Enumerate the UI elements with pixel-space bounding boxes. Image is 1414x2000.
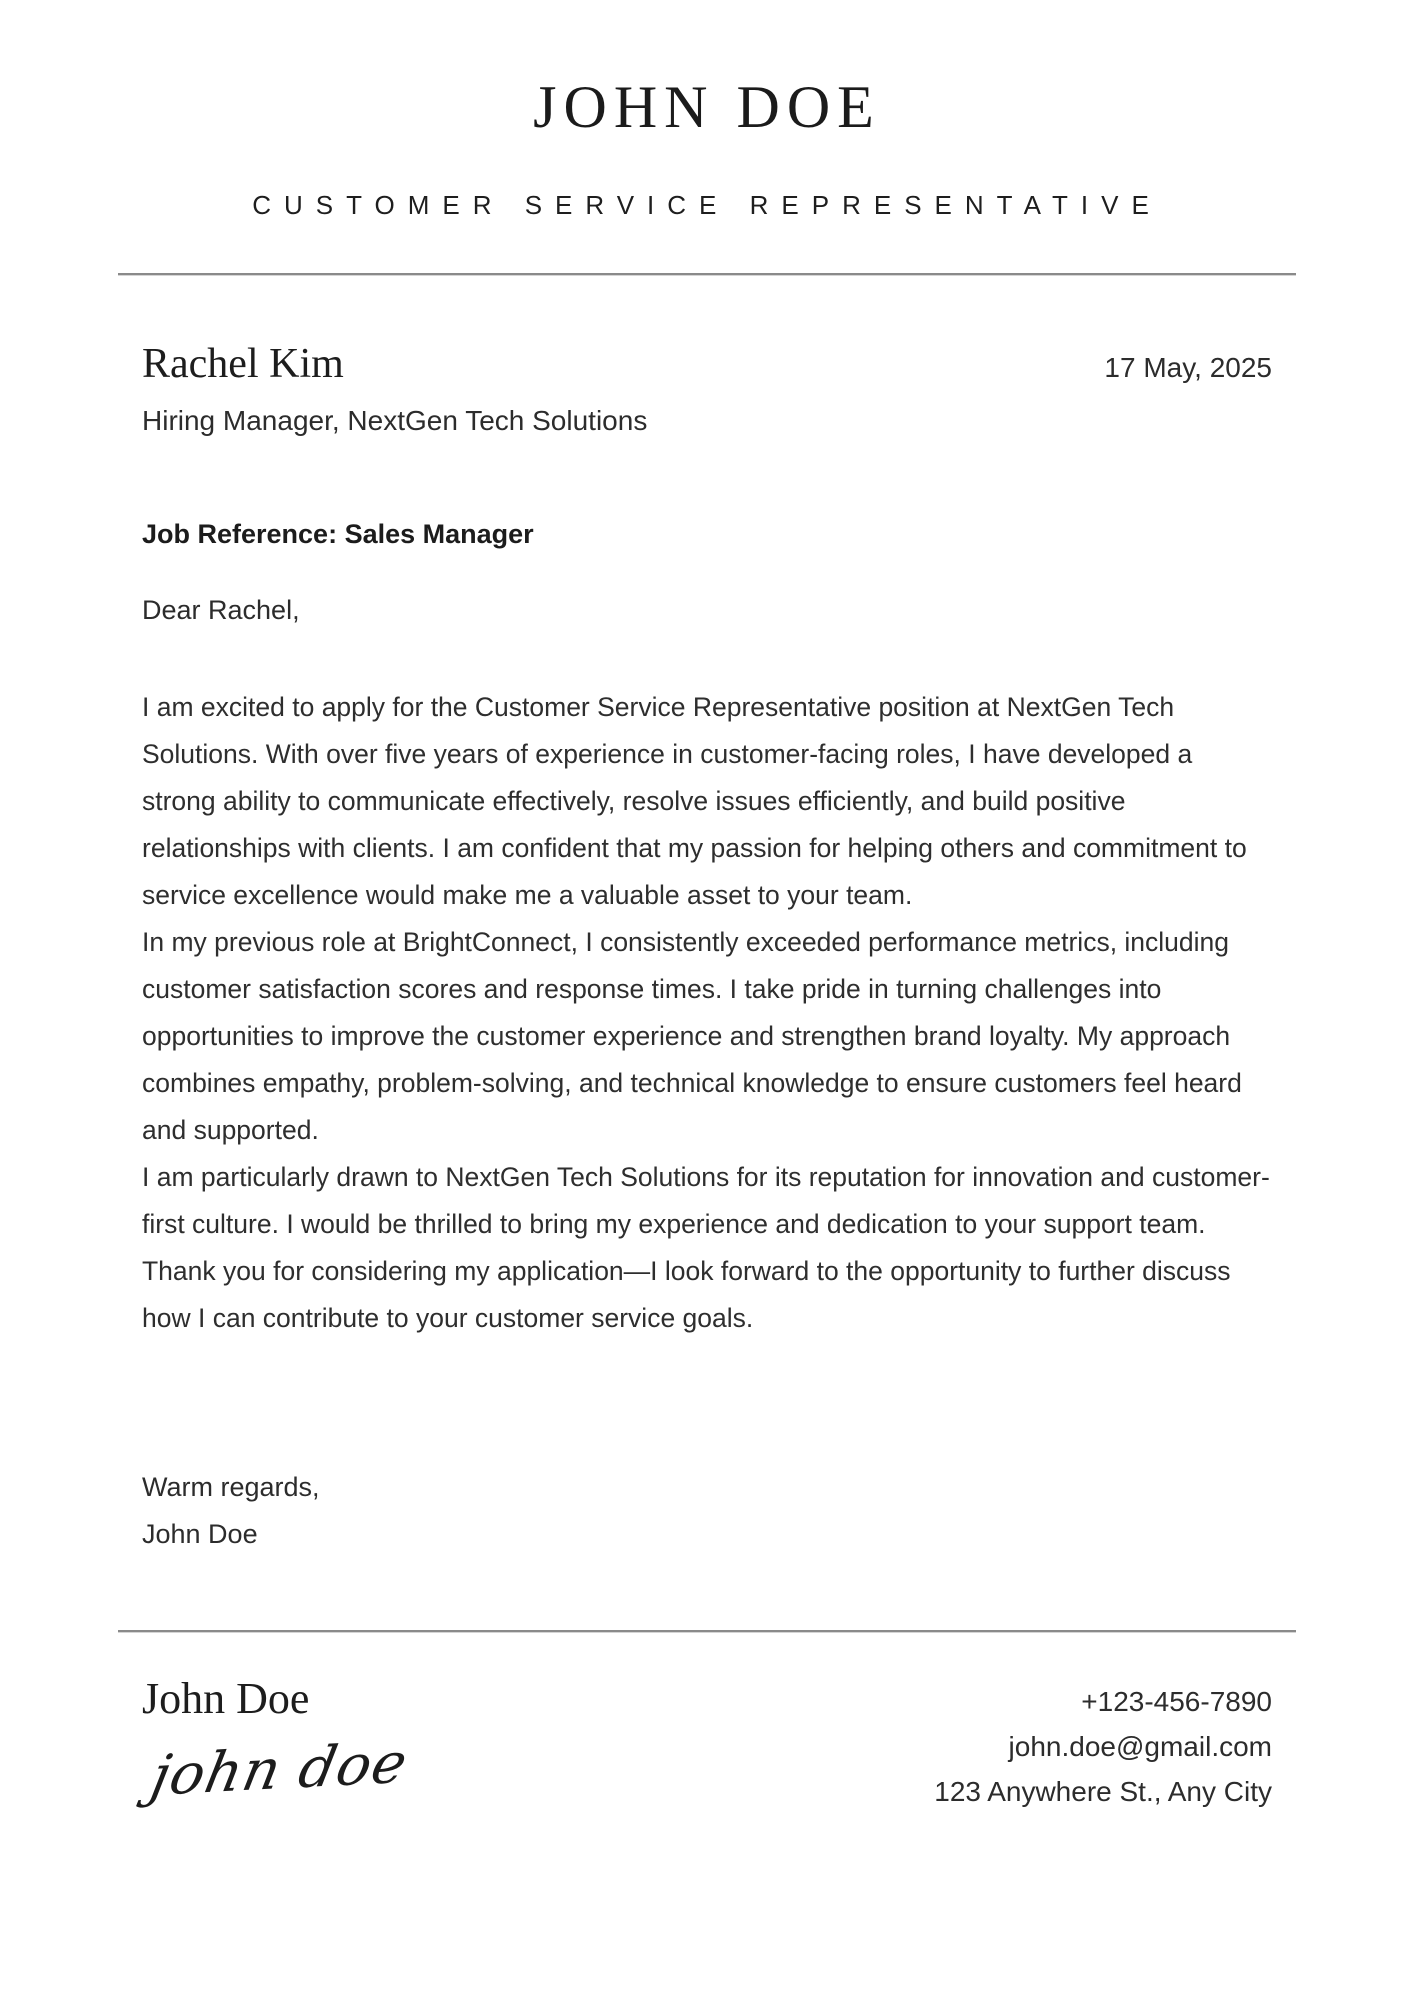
bottom-divider <box>118 1630 1296 1633</box>
footer-identity <box>142 1674 414 1813</box>
applicant-name: JOHN DOE <box>533 74 881 140</box>
contact-address: 123 Anywhere St., Any City <box>934 1776 1272 1807</box>
recipient-role: Hiring Manager, NextGen Tech Solutions <box>142 405 648 436</box>
signoff-name: John Doe <box>142 1519 258 1549</box>
top-divider <box>118 273 1296 276</box>
applicant-job-title: CUSTOMER SERVICE REPRESENTATIVE <box>252 190 1162 220</box>
recipient-row <box>142 340 1272 388</box>
handwritten-signature: john doe <box>145 1730 414 1809</box>
letter-footer <box>0 1675 1414 1814</box>
letter-date: 17 May, 2025 <box>1104 352 1272 383</box>
letter-content <box>0 340 1414 1558</box>
contact-email: john.doe@gmail.com <box>1008 1731 1272 1762</box>
contact-info <box>934 1679 1272 1814</box>
closing-phrase: Warm regards, <box>142 1472 320 1502</box>
letter-body <box>142 684 1272 1342</box>
body-paragraph-1: I am excited to apply for the Customer Service Representative position at NextGen Tech Solutions. With over five years of experience in customer-facing roles, I have developed a strong ability to communicate effectively, resolve issues efficiently, and build positive relationships with clients. I am confident that my passion for helping others and commitment to service excellence would make me a valuable asset to your team. <box>142 692 1247 910</box>
closing-block <box>142 1464 1272 1558</box>
recipient-name: Rachel Kim <box>142 341 344 387</box>
letterhead <box>0 0 1414 220</box>
body-paragraph-2: In my previous role at BrightConnect, I consistently exceeded performance metrics, including customer satisfaction scores and response times. I take pride in turning challenges into opportunities to improve the customer experience and strengthen brand loyalty. My approach combines empathy, problem-solving, and technical knowledge to ensure customers feel heard and supported. <box>142 927 1242 1145</box>
footer-name: John Doe <box>142 1674 310 1723</box>
salutation: Dear Rachel, <box>142 595 300 625</box>
body-paragraph-3: I am particularly drawn to NextGen Tech Solutions for its reputation for innovation and customer-first culture. I would be thrilled to bring my experience and dedication to your support team. Thank you for considering my application—I look forward to the opportunity to further discuss how I can contribute to your customer service goals. <box>142 1162 1270 1333</box>
job-reference: Job Reference: Sales Manager <box>142 519 534 549</box>
contact-phone: +123-456-7890 <box>1081 1686 1272 1717</box>
